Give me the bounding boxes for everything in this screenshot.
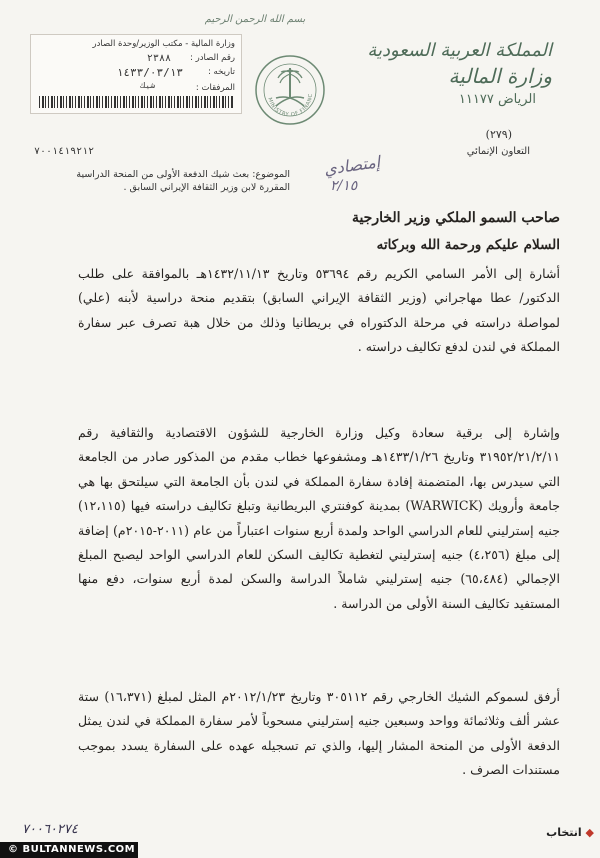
- issue-date: ١٤٣٣/٠٣/١٣: [116, 66, 183, 79]
- issue-number-label: رقم الصادر :: [190, 53, 235, 63]
- addressee: صاحب السمو الملكي وزير الخارجية: [351, 210, 560, 226]
- greeting: السلام عليكم ورحمة الله وبركاته: [376, 237, 560, 253]
- barcode-icon: [39, 96, 233, 108]
- date-label: تاريخه :: [207, 67, 235, 77]
- issue-number: ٢٣٨٨: [146, 53, 171, 64]
- handwritten-date: ٢/١٥: [330, 178, 358, 194]
- ministry-emblem-icon: [254, 54, 326, 126]
- logo-mark-icon: ◆: [585, 826, 594, 839]
- handwritten-note: إمتصادي: [322, 152, 382, 179]
- emblem-text: MINISTRY OF FINANC: [266, 93, 315, 119]
- svg-text:MINISTRY OF FINANCE: [254, 54, 314, 118]
- reference-number: (٢٧٩): [485, 128, 512, 141]
- attachments-value: شيك: [140, 81, 155, 90]
- corner-logo-text: انتخاب: [546, 826, 582, 839]
- department-name: التعاون الإنمائي: [466, 146, 530, 157]
- stamp-title: وزارة المالية - مكتب الوزير/وحدة الصادر: [92, 39, 235, 49]
- paragraph-3: أرفق لسموكم الشيك الخارجي رقم ٣٠٥١١٢ وتاريخ ٢٠١٢/١/٢٣م المثل لمبلغ (١٦،٣٧١) ستة عشر ألف وثلاثمائة وواحد وسبعين جنيه إسترليني مسحوباً لأمر سفارة المملكة في لندن يمثل الدفعة الأولى من المنحة المشار إليها، والذي تم تسجيله عهده على السفارة يسدد بموجب مستندات الصرف .: [78, 689, 560, 778]
- attachments-label: المرفقات :: [195, 83, 235, 93]
- subject-line-2: المقررة لابن وزير الثقافة الإيراني السابق .: [123, 182, 290, 193]
- subject-line-1: الموضوع: بعث شيك الدفعة الأولى من المنحة الدراسية: [76, 169, 290, 180]
- site-watermark: © BULTANNEWS.COM: [0, 842, 138, 858]
- outgoing-stamp: [30, 34, 242, 114]
- paragraph-2: وإشارة إلى برقية سعادة وكيل وزارة الخارجية للشؤون الاقتصادية والثقافية رقم ٣١٩٥٢/٢١/٢/١١ وتاريخ ١٤٣٣/١/٢٦هـ ومشفوعها خطاب مقدم من المذكور صادر من الجامعة التي سيدرس بها، المتضمنة إفادة سفارة المملكة في لندن بأن الجامعة التي سيلتحق بها هي جامعة وأرويك (WARWICK) بمدينة كوفنتري البريطانية وتبلغ تكاليف دراسته فيها (١٢،١١٥) جنيه إسترليني للعام الدراسي الواحد ولمدة أربع سنوات اعتباراً من عام (٢٠١١-٢٠١٥م) إضافة إلى مبلغ (٤،٢٥٦) جنيه إسترليني لتغطية تكاليف السكن للعام الدراسي الواحد ليصبح المبلغ الإجمالي (٦٥،٤٨٤) جنيه إسترليني شاملاً الدراسة والسكن لمدة أربع سنوات، دفع منها المستفيد تكاليف السنة الأولى من الدراسة .: [78, 425, 561, 611]
- paragraph-1: أشارة إلى الأمر السامي الكريم رقم ٥٣٦٩٤ وتاريخ ١٤٣٢/١١/١٣هـ بالموافقة على طلب الدكتور/ عطا مهاجراني (وزير الثقافة الإيراني السابق) بتقديم منحة دراسية لأبنه (علي) لمواصلة دراسته في مرحلة الدكتوراه في بريطانيا وذلك من خلال هبة تصرف عبر سفارة المملكة في لندن لدفع تكاليف دراسته .: [78, 266, 561, 355]
- corner-logo: [546, 826, 594, 839]
- kingdom-title: المملكة العربية السعودية: [367, 40, 552, 61]
- subject-block: [60, 168, 290, 194]
- document-number: ٧٠٠١٤١٩٢١٢: [34, 146, 95, 157]
- ministry-title: وزارة المالية: [448, 64, 552, 88]
- city-postcode: الرياض ١١١٧٧: [458, 92, 536, 107]
- signature-mark: ٧٠٠٦٠٢٧٤: [22, 822, 78, 837]
- basmala: بسم الله الرحمن الرحيم: [204, 14, 306, 25]
